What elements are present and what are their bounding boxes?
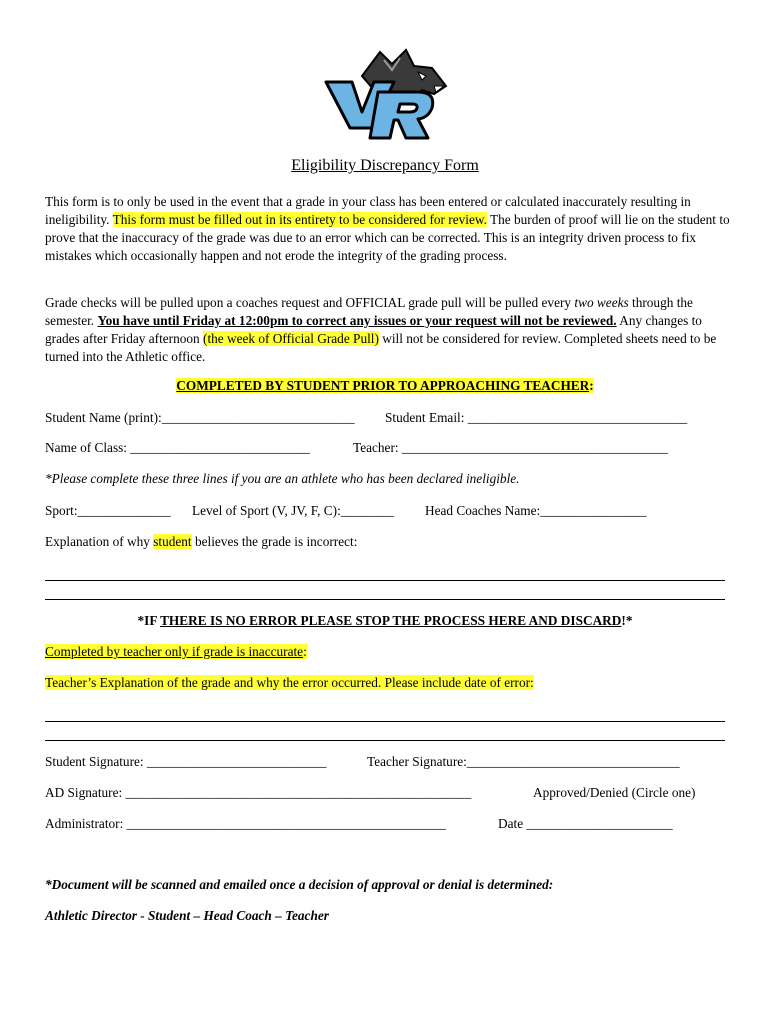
student-explanation-line-2[interactable] <box>45 599 725 600</box>
teacher-name-field[interactable]: Teacher: ________________________________________ <box>353 440 668 455</box>
student-signature-field[interactable]: Student Signature: ___________________________ <box>45 754 327 769</box>
scan-email-note: *Document will be scanned and emailed once a decision of approval or denial is determined: <box>45 877 554 892</box>
recipients-list: Athletic Director - Student – Head Coach – Teacher <box>45 908 329 923</box>
student-explanation-line-1[interactable] <box>45 580 725 581</box>
ad-signature-field[interactable]: AD Signature: ____________________________________________________ <box>45 785 472 800</box>
athlete-note: *Please complete these three lines if you are an athlete who has been declared ineligible. <box>45 471 520 486</box>
student-email-field[interactable]: Student Email: _________________________________ <box>385 410 688 425</box>
form-title: Eligibility Discrepancy Form <box>291 157 479 174</box>
approved-denied-label[interactable]: Approved/Denied (Circle one) <box>533 785 696 800</box>
date-field[interactable]: Date ______________________ <box>498 816 673 831</box>
teacher-signature-field[interactable]: Teacher Signature:________________________________ <box>367 754 680 769</box>
teacher-section-heading: Completed by teacher only if grade is inaccurate: <box>45 644 307 659</box>
student-name-field[interactable]: Student Name (print):_____________________________ <box>45 410 355 425</box>
teacher-explanation-line-1[interactable] <box>45 721 725 722</box>
stop-notice: *IF THERE IS NO ERROR PLEASE STOP THE PROCESS HERE AND DISCARD!* <box>137 613 633 628</box>
head-coach-field[interactable]: Head Coaches Name:________________ <box>425 503 647 518</box>
teacher-explanation-line-2[interactable] <box>45 740 725 741</box>
administrator-signature-field[interactable]: Administrator: ________________________________________________ <box>45 816 446 831</box>
teacher-explanation-label: Teacher’s Explanation of the grade and why the error occurred. Please include date of error: <box>45 675 534 690</box>
intro-paragraph-1: This form is to only be used in the event that a grade in your class has been entered or calculated inaccurately resulting in ineligibility. This form must be filled out in its entirety to be considered for review. The burden of proof will lie on the student to prove that the inaccuracy of the grade was due to an error which can be corrected. This is an integrity driven process to fix mistakes which occasionally happen and not erode the integrity of the grading process. <box>45 194 730 263</box>
sport-level-field[interactable]: Level of Sport (V, JV, F, C):________ <box>192 503 394 518</box>
logo-letter-r <box>370 92 433 138</box>
intro-paragraph-2: Grade checks will be pulled upon a coaches request and OFFICIAL grade pull will be pulled every two weeks through the semester. You have until Friday at 12:00pm to correct any issues or your request will not be reviewed. Any changes to grades after Friday afternoon (the week of Official Grade Pull) will not be considered for review. Completed sheets need to be turned into the Athletic office. <box>45 295 717 364</box>
class-name-field[interactable]: Name of Class: ___________________________ <box>45 440 310 455</box>
sport-field[interactable]: Sport:______________ <box>45 503 171 518</box>
student-explanation-label: Explanation of why student believes the grade is incorrect: <box>45 534 358 549</box>
student-section-heading: COMPLETED BY STUDENT PRIOR TO APPROACHING TEACHER: <box>176 378 594 393</box>
school-logo <box>322 46 448 142</box>
